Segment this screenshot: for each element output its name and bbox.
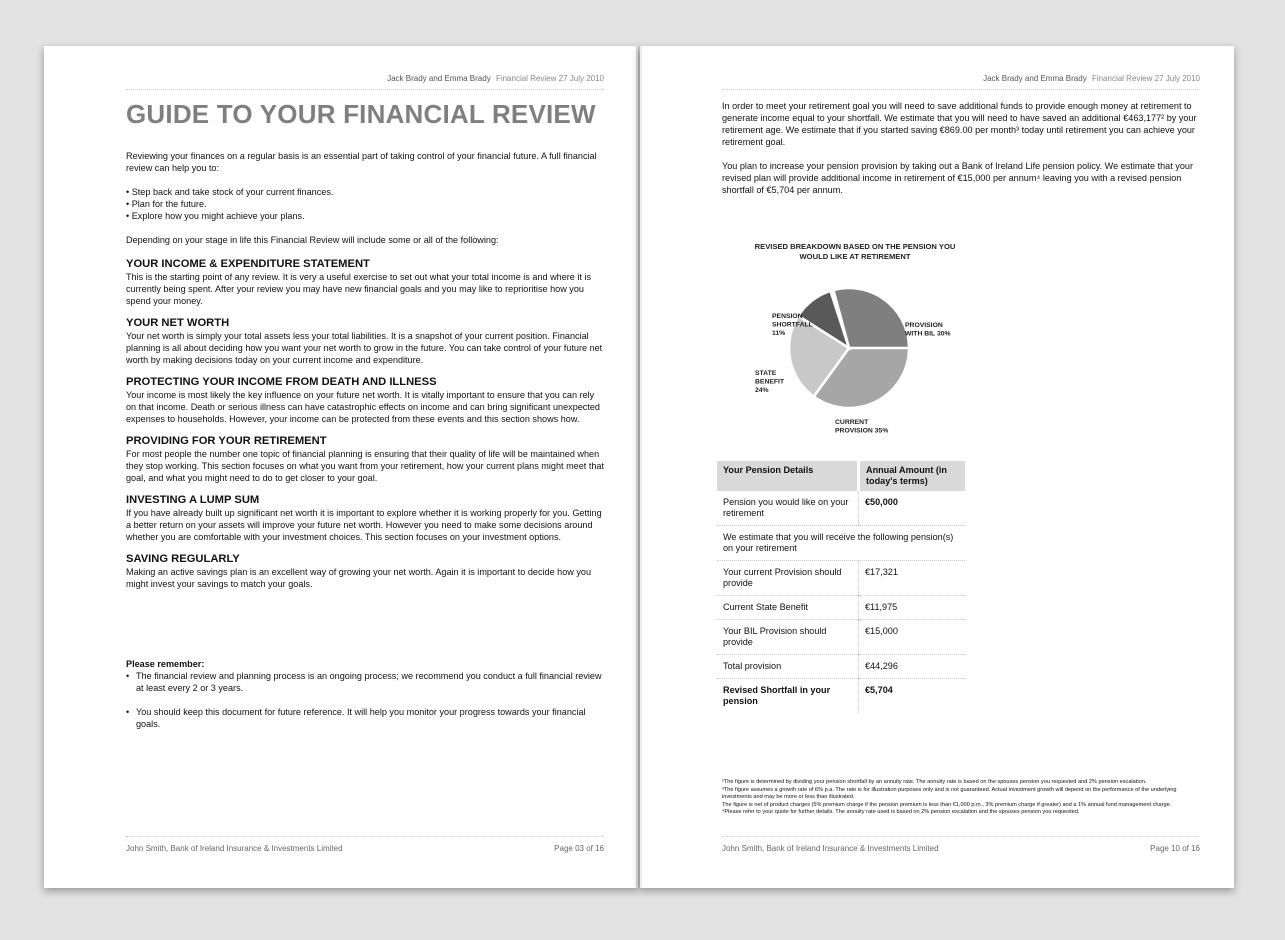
section-body: This is the starting point of any review. It is very a useful exercise to set out what your total income is and where it is currently being spent. After your review you may have new financial goals and you may like to reprioritise how you spend your money. xyxy=(126,272,592,306)
section-body: Making an active savings plan is an excellent way of growing your net worth. Again it is important to decide how you might invest your savings to match your goals. xyxy=(126,567,592,589)
row-value: €11,975 xyxy=(859,596,966,620)
section-lump-sum xyxy=(126,494,604,543)
page-title: GUIDE TO YOUR FINANCIAL REVIEW xyxy=(126,99,596,129)
footnote: The figure is net of product charges (5% premium charge if the pension premium is less than €1,000 p.m., 3% premium charge if greater) and a 1% annual fund management charge. xyxy=(722,801,1172,808)
row-label: Pension you would like on your retirement xyxy=(717,491,859,526)
table-row xyxy=(717,526,965,561)
page-number: Page 10 of 16 xyxy=(1150,844,1200,853)
footnotes xyxy=(722,779,1200,817)
header-divider xyxy=(126,89,604,90)
row-value: €17,321 xyxy=(859,561,966,596)
bullet-item: • Explore how you might achieve your plans. xyxy=(126,210,604,222)
depending-text: Depending on your stage in life this Financial Review will include some or all of the following: xyxy=(126,235,499,245)
pie-label-current-provision: CURRENT PROVISION 35% xyxy=(835,419,889,435)
pie-slices xyxy=(789,288,909,408)
please-remember xyxy=(126,658,604,742)
savings-paragraph: In order to meet your retirement goal you will need to save additional funds to provide enough money at retirement to generate income equal to your shortfall. We estimate that you will need to have saved an additional €463,177² by your retirement age. We estimate that if you started saving €869.00 per month³ today until retirement you can achieve your retirement goal. xyxy=(722,101,1197,147)
header-names: Jack Brady and Emma Brady xyxy=(983,74,1087,83)
section-retirement xyxy=(126,435,604,484)
pension-details-table xyxy=(717,461,965,713)
section-body: If you have already built up significant net worth it is important to explore whether it is working properly for you. Getting a better return on your assets will improve your future net worth. However you need to make some decisions around whether you are comfortable with your investment choices. This section focuses on your investment options. xyxy=(126,508,602,542)
footnote: ²The figure is determined by dividing your pension shortfall by an annuity rate. The annuity rate is based on the spouses pension you requested and 2% pension escalation. xyxy=(722,779,1147,785)
intro-bullets xyxy=(126,186,604,222)
row-value: €15,000 xyxy=(859,620,966,655)
table-header-row xyxy=(717,461,965,491)
page-footer xyxy=(722,844,1200,853)
remember-heading: Please remember: xyxy=(126,659,205,669)
section-heading: INVESTING A LUMP SUM xyxy=(126,494,260,506)
pie-label-pension-shortfall: PENSION SHORTFALL 11% xyxy=(772,313,813,337)
footer-company: John Smith, Bank of Ireland Insurance & Investments Limited xyxy=(126,844,343,853)
book-spine xyxy=(636,46,642,888)
pension-plan-paragraph: You plan to increase your pension provision by taking out a Bank of Ireland Life pension policy. We estimate that your revised plan will provide additional income in retirement of €15,000 per annum⁴ leaving you with a revised pension shortfall of €5,704 per annum. xyxy=(722,161,1193,195)
section-body: For most people the number one topic of financial planning is ensuring that their quality of life will be maintained when they stop working. This section focuses on what you want from your retirement, how your current plans might meet that goal, and what you might need to do to get closer to your goal. xyxy=(126,449,604,483)
row-label: Current State Benefit xyxy=(717,596,859,620)
guide-content xyxy=(126,150,604,600)
table-row xyxy=(717,655,965,679)
pie-label-state-benefit: STATE BENEFIT 24% xyxy=(755,370,785,394)
col-header-amount: Annual Amount (in today's terms) xyxy=(859,461,966,491)
remember-item: • The financial review and planning process is an ongoing process; we recommend you conduct a full financial review at least every 2 or 3 years. xyxy=(126,670,604,694)
bullet-item: • Plan for the future. xyxy=(126,198,604,210)
table-row xyxy=(717,620,965,655)
row-value: €5,704 xyxy=(859,679,966,714)
page-header xyxy=(983,74,1200,83)
section-protecting-income xyxy=(126,376,604,425)
section-heading: YOUR INCOME & EXPENDITURE STATEMENT xyxy=(126,258,370,270)
retirement-text xyxy=(722,100,1200,208)
section-heading: PROTECTING YOUR INCOME FROM DEATH AND ILLNESS xyxy=(126,376,437,388)
row-value: €50,000 xyxy=(859,491,966,526)
row-label: Revised Shortfall in your pension xyxy=(723,685,831,706)
section-net-worth xyxy=(126,317,604,366)
estimate-text: We estimate that you will receive the following pension(s) on your retirement xyxy=(717,526,965,561)
page-footer xyxy=(126,844,604,853)
page-10 xyxy=(640,46,1234,888)
header-date: Financial Review 27 July 2010 xyxy=(495,74,604,83)
row-label: Your current Provision should provide xyxy=(717,561,859,596)
header-date: Financial Review 27 July 2010 xyxy=(1091,74,1200,83)
section-heading: YOUR NET WORTH xyxy=(126,317,230,329)
section-saving-regularly xyxy=(126,553,604,590)
section-body: Your income is most likely the key influence on your future net worth. It is vitally important to ensure that you can rely on that income. Death or serious illness can have catastrophic effects on income and can bring significant unexpected expenses to households. However, your income can be protected from these events and this section shows how. xyxy=(126,390,600,424)
footnote: ⁴Please refer to your quote for further details. The annuity rate used is based on 2% pension escalation and the spouses pension you requested. xyxy=(722,809,1080,816)
footer-divider xyxy=(722,836,1200,837)
chart-title: REVISED BREAKDOWN BASED ON THE PENSION YOU WOULD LIKE AT RETIREMENT xyxy=(754,242,956,261)
header-divider xyxy=(722,89,1200,90)
page-header xyxy=(387,74,604,83)
section-heading: PROVIDING FOR YOUR RETIREMENT xyxy=(126,435,327,447)
row-label: Total provision xyxy=(717,655,859,679)
section-heading: SAVING REGULARLY xyxy=(126,553,240,565)
row-value: €44,296 xyxy=(859,655,966,679)
pie-label-provision-with-bil: PROVISION WITH BIL 30% xyxy=(905,322,951,338)
header-names: Jack Brady and Emma Brady xyxy=(387,74,491,83)
footer-company: John Smith, Bank of Ireland Insurance & Investments Limited xyxy=(722,844,939,853)
pension-pie-chart xyxy=(740,272,980,442)
bullet-item: • Step back and take stock of your current finances. xyxy=(126,186,604,198)
remember-list xyxy=(126,670,604,730)
section-income-expenditure xyxy=(126,258,604,307)
col-header-details: Your Pension Details xyxy=(717,461,859,491)
table-row xyxy=(717,561,965,596)
page-03 xyxy=(44,46,638,888)
intro-text: Reviewing your finances on a regular basis is an essential part of taking control of your financial future. A full financial review can help you to: xyxy=(126,151,597,173)
footnote: ³The figure assumes a growth rate of 6% p.a. The rate is for illustration purposes only and is not guaranteed. Actual investment growth will depend on the performance of the underlying investments and may be more or less than illustrated. xyxy=(722,786,1177,801)
page-number: Page 03 of 16 xyxy=(554,844,604,853)
footer-divider xyxy=(126,836,604,837)
table-row xyxy=(717,679,965,714)
row-label: Your BIL Provision should provide xyxy=(717,620,859,655)
section-body: Your net worth is simply your total assets less your total liabilities. It is a snapshot of your current position. Financial planning is all about deciding how you want your net worth to grow in the future. You can take control of your future net worth by making decisions today on your current income and expenditure. xyxy=(126,331,603,365)
table-row xyxy=(717,491,965,526)
remember-item: • You should keep this document for future reference. It will help you monitor your progress towards your financial goals. xyxy=(126,706,604,730)
table-row xyxy=(717,596,965,620)
